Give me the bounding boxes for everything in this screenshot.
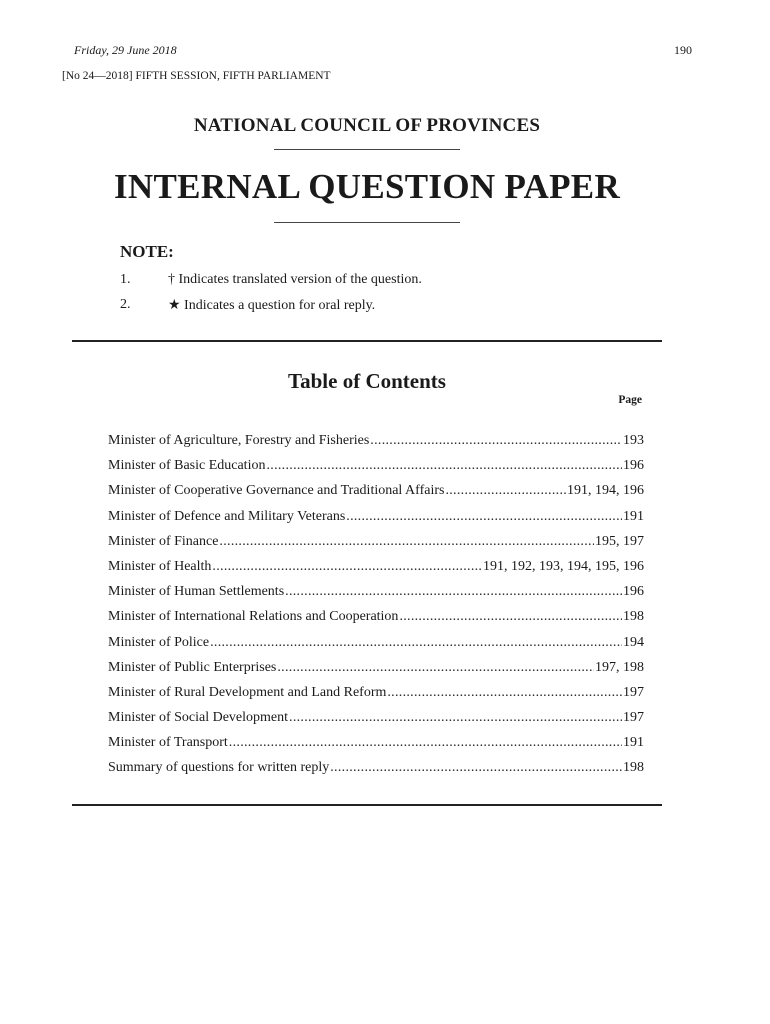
toc-entry-pages: 191 bbox=[623, 508, 644, 524]
toc-leader-dots bbox=[210, 635, 622, 651]
note-heading: NOTE: bbox=[120, 242, 174, 261]
toc-entry-pages: 194 bbox=[623, 634, 644, 650]
toc-entry-pages: 193 bbox=[623, 433, 644, 448]
toc-entry-label: Minister of Police bbox=[108, 634, 210, 650]
toc-entry-pages: 191 bbox=[623, 735, 644, 751]
toc-entry[interactable] bbox=[108, 483, 644, 508]
toc-entry[interactable] bbox=[108, 458, 644, 483]
note-item bbox=[120, 272, 422, 288]
toc-leader-dots bbox=[387, 685, 622, 701]
toc-leader-dots bbox=[330, 760, 622, 776]
toc-entry-pages: 196 bbox=[623, 458, 644, 474]
toc-entry-pages: 197, 198 bbox=[595, 659, 644, 675]
document-title: INTERNAL QUESTION PAPER bbox=[113, 167, 621, 206]
toc-entry-pages: 196 bbox=[623, 584, 644, 600]
toc-entry-label: Minister of Health bbox=[108, 558, 212, 574]
toc-entry[interactable] bbox=[108, 685, 644, 710]
toc-entry-label: Minister of Defence and Military Veterans bbox=[108, 508, 346, 524]
toc-leader-dots bbox=[399, 609, 622, 625]
toc-entry[interactable] bbox=[108, 609, 644, 634]
toc-leader-dots bbox=[370, 433, 622, 449]
toc-entry[interactable] bbox=[108, 559, 644, 584]
toc-entry-pages: 198 bbox=[623, 760, 644, 776]
note-item-number: 2. bbox=[120, 297, 131, 312]
toc-entry[interactable] bbox=[108, 584, 644, 609]
toc-entry[interactable] bbox=[108, 433, 644, 458]
note-item-number: 1. bbox=[120, 272, 131, 287]
section-divider-bottom bbox=[72, 804, 662, 806]
toc-entry[interactable] bbox=[108, 760, 644, 785]
toc-entry-pages: 197 bbox=[623, 710, 644, 726]
toc-entry-label: Minister of Finance bbox=[108, 533, 219, 549]
toc-entry-pages: 197 bbox=[623, 684, 644, 700]
toc-entry-pages: 191, 192, 193, 194, 195, 196 bbox=[483, 558, 644, 574]
toc-entry-label: Minister of Social Development bbox=[108, 710, 289, 726]
title-divider-top bbox=[274, 149, 460, 150]
title-divider-bottom bbox=[274, 222, 460, 223]
toc-leader-dots bbox=[445, 483, 566, 499]
toc-entry[interactable] bbox=[108, 735, 644, 760]
toc-leader-dots bbox=[219, 534, 594, 550]
page-number: 190 bbox=[674, 43, 692, 57]
toc-entry[interactable] bbox=[108, 534, 644, 559]
toc-entry-label: Minister of Basic Education bbox=[108, 458, 266, 474]
toc-entry-label: Minister of Public Enterprises bbox=[108, 659, 277, 675]
toc-entry[interactable] bbox=[108, 660, 644, 685]
toc-leader-dots bbox=[346, 509, 622, 525]
toc-entry-label: Minister of International Relations and Cooperation bbox=[108, 609, 399, 625]
session-line: [No 24—2018] FIFTH SESSION, FIFTH PARLIAMENT bbox=[62, 70, 331, 82]
toc-leader-dots bbox=[289, 710, 622, 726]
toc-leader-dots bbox=[277, 660, 594, 676]
section-divider-top bbox=[72, 340, 662, 342]
toc-page-label: Page bbox=[618, 394, 642, 406]
toc-entry-label: Minister of Agriculture, Forestry and Fisheries bbox=[108, 433, 370, 448]
table-of-contents bbox=[108, 433, 644, 786]
council-heading: NATIONAL COUNCIL OF PROVINCES bbox=[193, 115, 541, 136]
toc-entry-label: Summary of questions for written reply bbox=[108, 760, 330, 776]
toc-leader-dots bbox=[229, 735, 622, 751]
toc-entry-label: Minister of Rural Development and Land Reform bbox=[108, 684, 387, 700]
toc-entry[interactable] bbox=[108, 635, 644, 660]
note-item-text: ★ Indicates a question for oral reply. bbox=[168, 298, 376, 313]
note-item bbox=[120, 297, 375, 314]
toc-title: Table of Contents bbox=[288, 369, 446, 393]
toc-entry-pages: 195, 197 bbox=[595, 533, 644, 549]
toc-entry-label: Minister of Human Settlements bbox=[108, 584, 285, 600]
toc-leader-dots bbox=[285, 584, 622, 600]
toc-entry-pages: 191, 194, 196 bbox=[567, 483, 644, 499]
toc-leader-dots bbox=[266, 458, 622, 474]
toc-entry[interactable] bbox=[108, 509, 644, 534]
toc-entry-label: Minister of Cooperative Governance and Traditional Affairs bbox=[108, 483, 445, 499]
toc-entry[interactable] bbox=[108, 710, 644, 735]
document-date: Friday, 29 June 2018 bbox=[74, 43, 177, 57]
toc-leader-dots bbox=[212, 559, 482, 575]
toc-entry-label: Minister of Transport bbox=[108, 735, 228, 751]
toc-entry-pages: 198 bbox=[623, 609, 644, 625]
note-item-text: † Indicates translated version of the question. bbox=[168, 272, 422, 287]
